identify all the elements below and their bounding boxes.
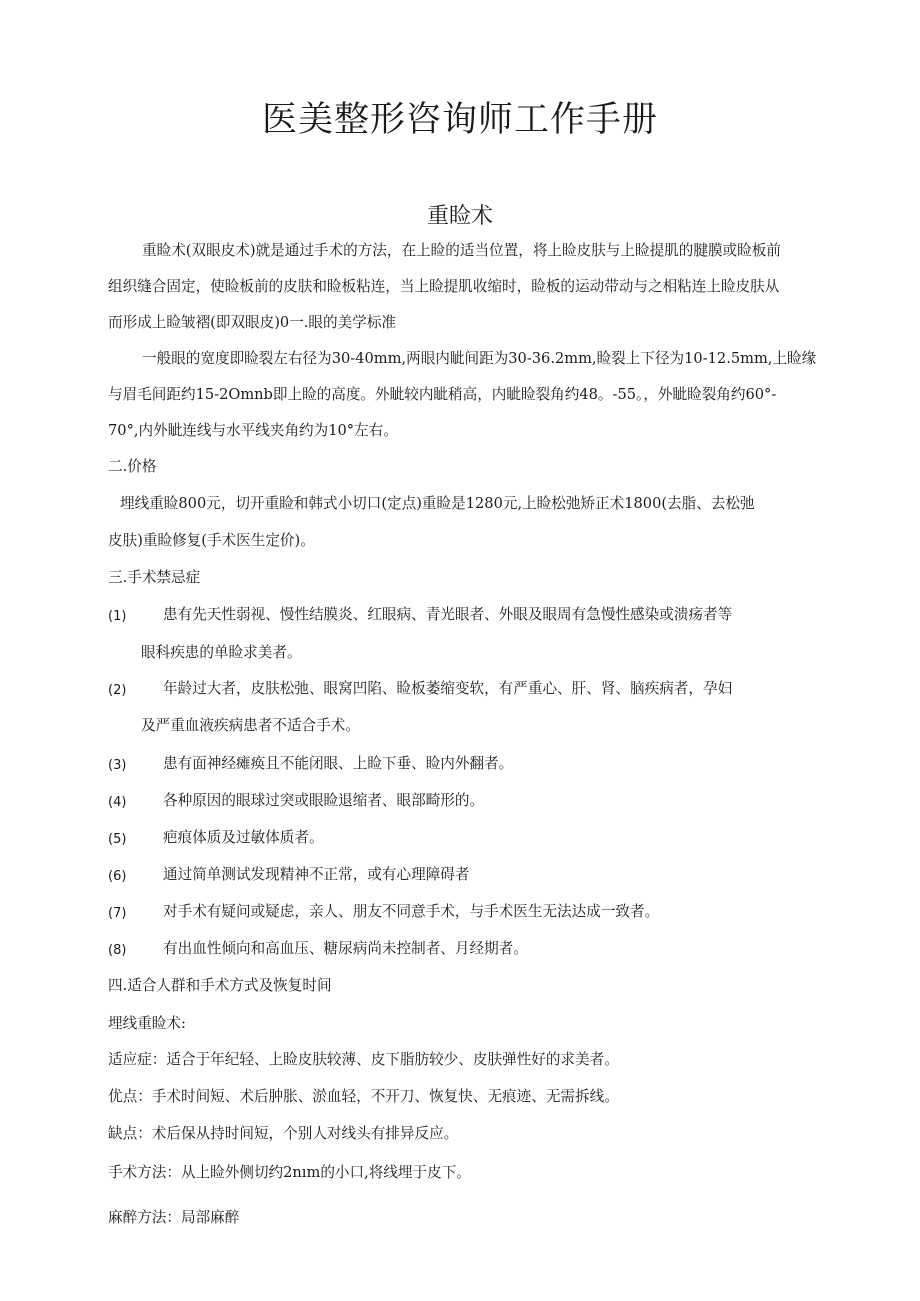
section-title: 重睑术	[426, 204, 493, 229]
price-heading: 二.价格	[108, 458, 157, 475]
contra-item-cont: 及严重血液疾病患者不适合手术。	[141, 717, 360, 734]
contra-item-text: 疤痕体质及过敏体质者。	[163, 829, 324, 846]
contra-num: (3)	[108, 758, 127, 773]
aesthetic-line-3: 70°,内外眦连线与水平线夹角约为10°左右。	[108, 422, 398, 439]
contra-num: (6)	[108, 869, 127, 884]
intro-line-1: 重睑术(双眼皮术)就是通过手术的方法，在上睑的适当位置，将上睑皮肤与上睑提肌的腱膜或睑板前	[142, 242, 781, 259]
advantages: 优点：手术时间短、术后肿胀、淤血轻，不开刀、恢复快、无痕迹、无需拆线。	[108, 1088, 619, 1105]
aesthetic-line-2: 与眉毛间距约15-2Omnb即上睑的高度。外眦较内眦稍高，内眦睑裂角约48。-55。，外眦睑裂角约60°-	[108, 386, 777, 403]
intro-line-3: 而形成上睑皱褶(即双眼皮)0一.眼的美学标准	[108, 314, 397, 331]
price-line-1: 埋线重睑800元，切开重睑和韩式小切口(定点)重睑是1280元,上睑松弛矫正术1800(去脂、去松弛	[120, 495, 755, 512]
procedure: 手术方法：从上睑外侧切约2nım的小口,将线埋于皮下。	[108, 1164, 471, 1181]
aesthetic-line-1: 一般眼的宽度即睑裂左右径为30-40mm,两眼内眦间距为30-36.2mm,睑裂上下径为10-12.5mm,上睑缘	[142, 350, 817, 367]
contra-num: (2)	[108, 683, 127, 698]
contra-item-cont: 眼科疾患的单睑求美者。	[141, 644, 302, 661]
method-heading: 埋线重睑术:	[108, 1015, 186, 1032]
contra-item-text: 患有先天性弱视、慢性结膜炎、红眼病、青光眼者、外眼及眼周有急慢性感染或溃疡者等	[163, 606, 733, 623]
contra-item-text: 对手术有疑问或疑虑，亲人、朋友不同意手术，与手术医生无法达成一致者。	[163, 903, 660, 920]
contra-item-text: 年龄过大者，皮肤松弛、眼窝凹陷、睑板萎缩变软，有严重心、肝、肾、脑疾病者，孕妇	[163, 680, 733, 697]
contra-num: (7)	[108, 906, 127, 921]
indication: 适应症：适合于年纪轻、上睑皮肤较薄、皮下脂肪较少、皮肤弹性好的求美者。	[108, 1051, 619, 1068]
contra-num: (1)	[108, 609, 127, 624]
contra-num: (8)	[108, 943, 127, 958]
contra-heading: 三.手术禁忌症	[108, 569, 201, 586]
contra-item-text: 通过简单测试发现精神不正常，或有心理障碍者	[163, 866, 470, 883]
suit-heading: 四.适合人群和手术方式及恢复时间	[108, 977, 332, 994]
contra-num: (5)	[108, 832, 127, 847]
contra-item-text: 有出血性倾向和高血压、糖尿病尚未控制者、月经期者。	[163, 940, 528, 957]
intro-line-2: 组织缝合固定，使睑板前的皮肤和睑板粘连，当上睑提肌收缩时，睑板的运动带动与之相粘连上睑皮肤从	[108, 278, 780, 295]
contra-item-text: 各种原因的眼球过突或眼睑退缩者、眼部畸形的。	[163, 792, 485, 809]
contra-item-text: 患有面神经瘫痪且不能闭眼、上睑下垂、睑内外翻者。	[163, 755, 514, 772]
disadvantages: 缺点：术后保从持时间短，个别人对线头有排异反应。	[108, 1125, 459, 1142]
anesthesia: 麻醉方法：局部麻醉	[108, 1209, 240, 1226]
page-title: 医美整形咨询师工作手册	[261, 100, 658, 140]
price-line-2: 皮肤)重睑修复(手术医生定价)。	[108, 532, 315, 549]
contra-num: (4)	[108, 795, 127, 810]
